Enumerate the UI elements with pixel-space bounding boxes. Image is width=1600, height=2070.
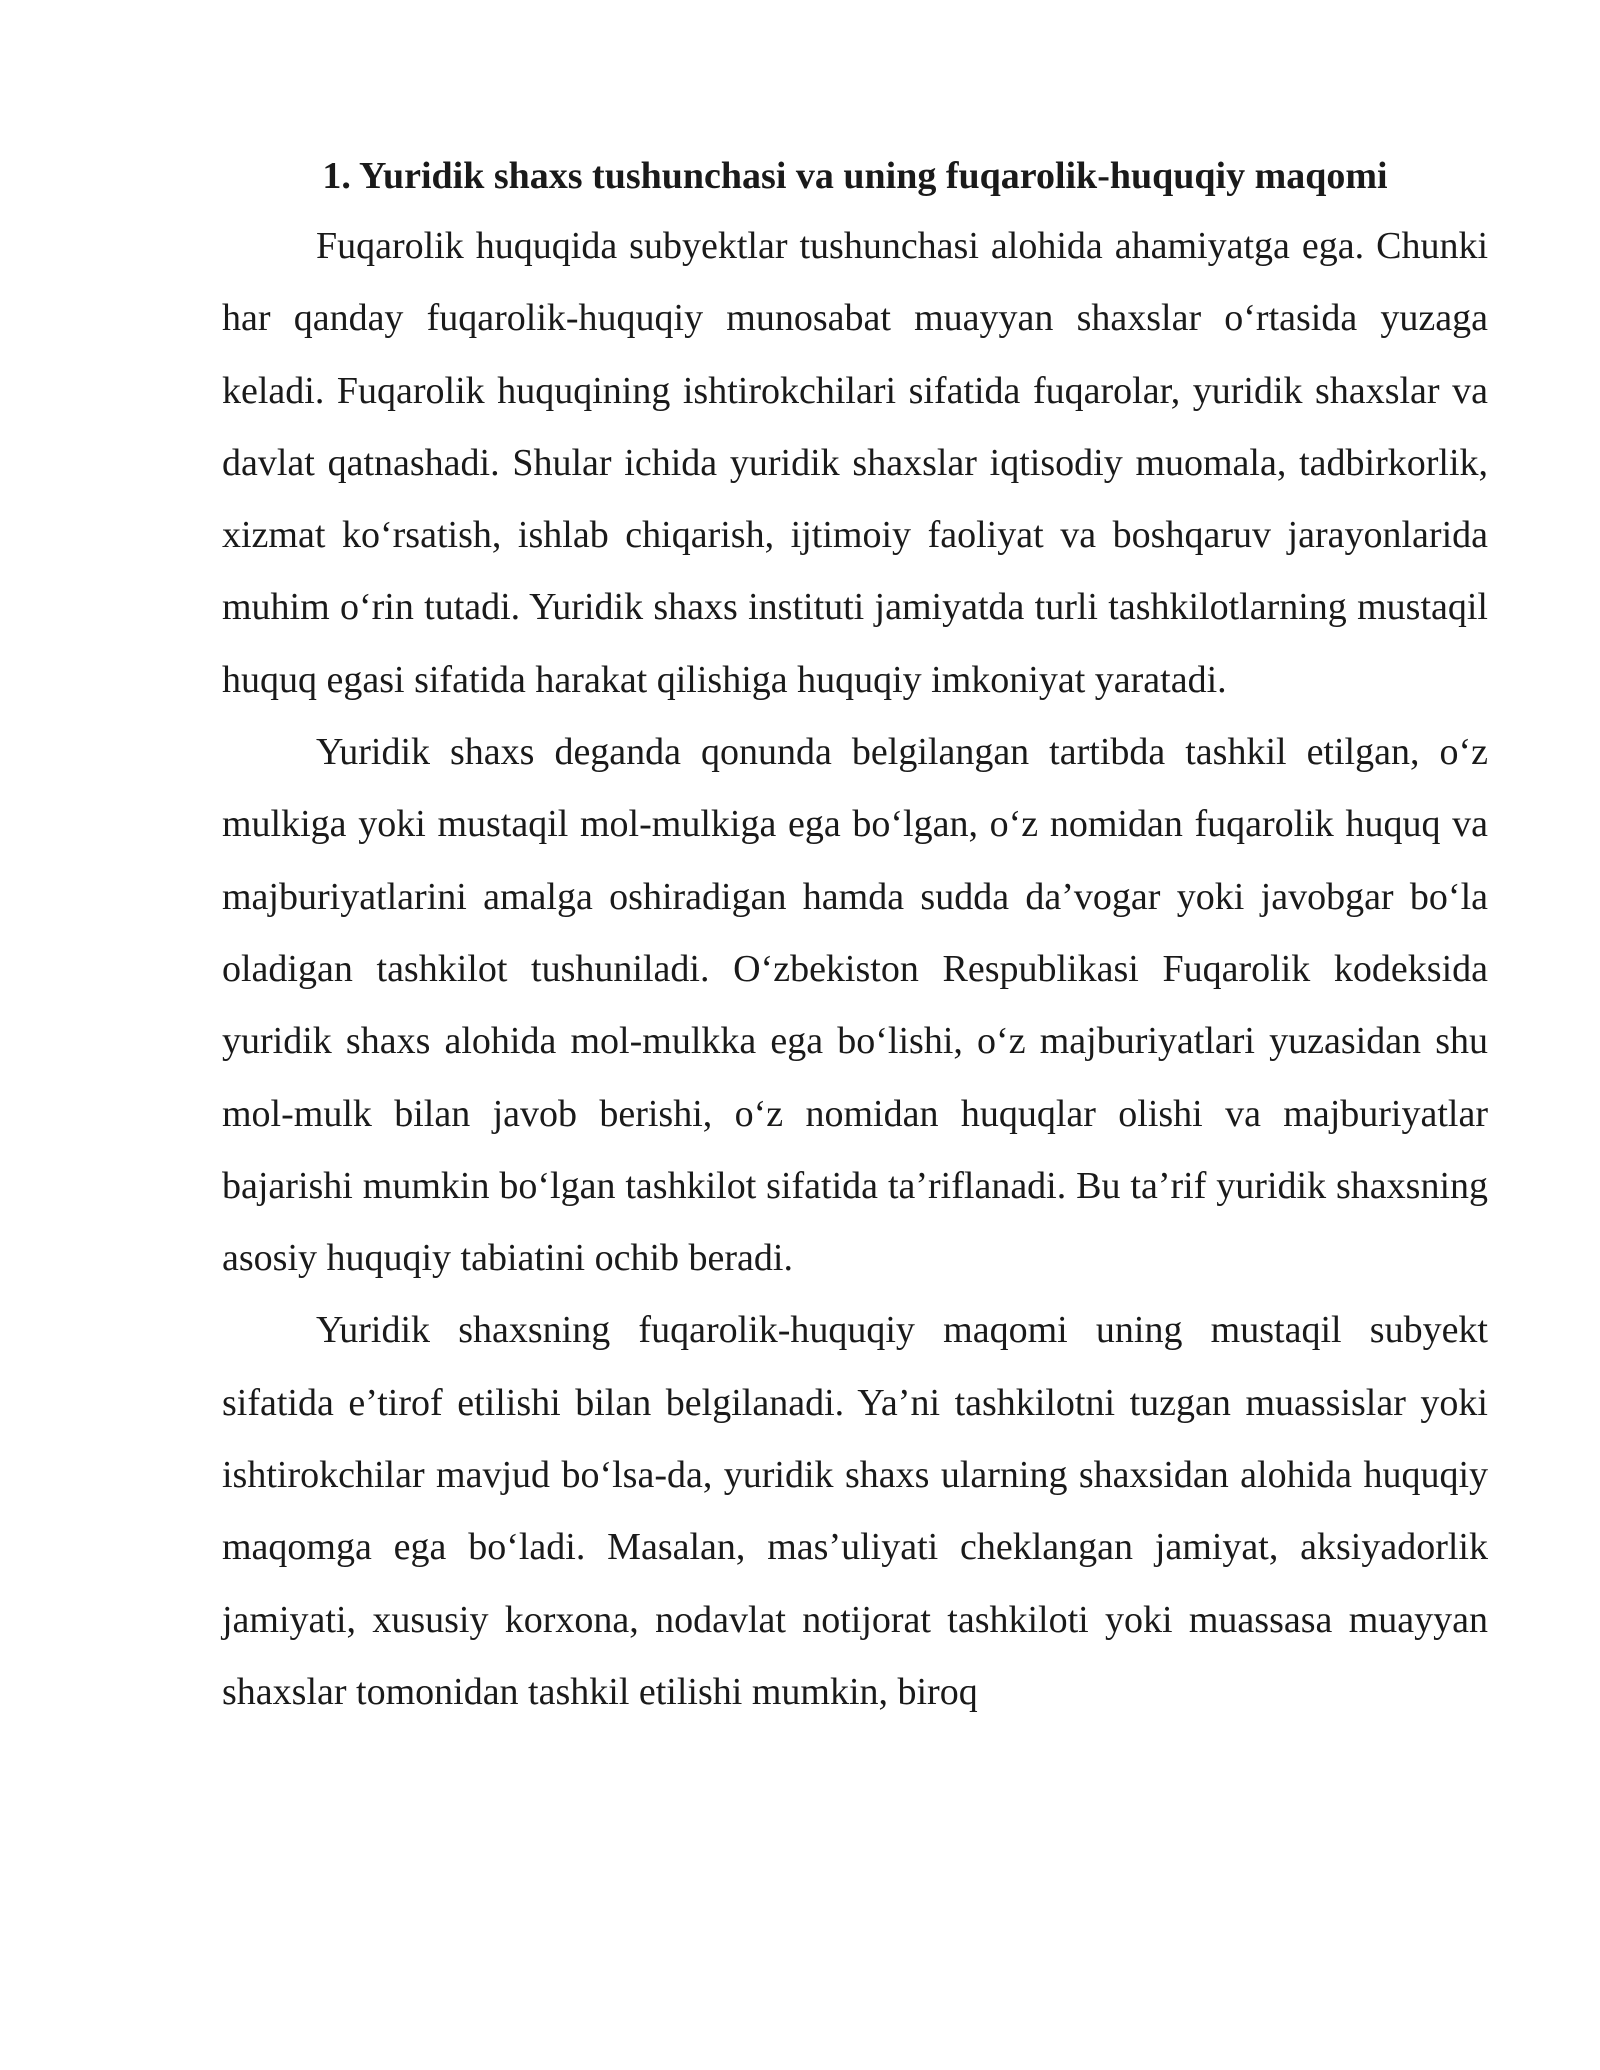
paragraph-3: Yuridik shaxsning fuqarolik-huquqiy maqomi uning mustaqil subyekt sifatida e’tirof etilishi bilan belgilanadi. Ya’ni tashkilotni tuzgan muassislar yoki ishtirokchilar mavjud bo‘lsa-da, yuridik shaxs ularning shaxsidan alohida huquqiy maqomga ega bo‘ladi. Masalan, mas’uliyati cheklangan jamiyat, aksiyadorlik jamiyati, xususiy korxona, nodavlat notijorat tashkiloti yoki muassasa muayyan shaxslar tomonidan tashkil etilishi mumkin, biroq (222, 1309, 1488, 1713)
section-heading: 1. Yuridik shaxs tushunchasi va uning fuqarolik-huquqiy maqomi (322, 155, 1388, 197)
paragraph-1: Fuqarolik huquqida subyektlar tushunchasi alohida ahamiyatga ega. Chunki har qanday fuqarolik-huquqiy munosabat muayyan shaxslar o‘rtasida yuzaga keladi. Fuqarolik huquqining ishtirokchilari sifatida fuqarolar, yuridik shaxslar va davlat qatnashadi. Shular ichida yuridik shaxslar iqtisodiy muomala, tadbirkorlik, xizmat ko‘rsatish, ishlab chiqarish, ijtimoiy faoliyat va boshqaruv jarayonlarida muhim o‘rin tutadi. Yuridik shaxs instituti jamiyatda turli tashkilotlarning mustaqil huquq egasi sifatida harakat qilishiga huquqiy imkoniyat yaratadi. (222, 225, 1488, 701)
paragraph-2: Yuridik shaxs deganda qonunda belgilangan tartibda tashkil etilgan, o‘z mulkiga yoki mustaqil mol-mulkiga ega bo‘lgan, o‘z nomidan fuqarolik huquq va majburiyatlarini amalga oshiradigan hamda sudda da’vogar yoki javobgar bo‘la oladigan tashkilot tushuniladi. O‘zbekiston Respublikasi Fuqarolik kodeksida yuridik shaxs alohida mol-mulkka ega bo‘lishi, o‘z majburiyatlari yuzasidan shu mol-mulk bilan javob berishi, o‘z nomidan huquqlar olishi va majburiyatlar bajarishi mumkin bo‘lgan tashkilot sifatida ta’riflanadi. Bu ta’rif yuridik shaxsning asosiy huquqiy tabiatini ochib beradi. (222, 731, 1488, 1280)
document-body (222, 146, 1488, 1728)
